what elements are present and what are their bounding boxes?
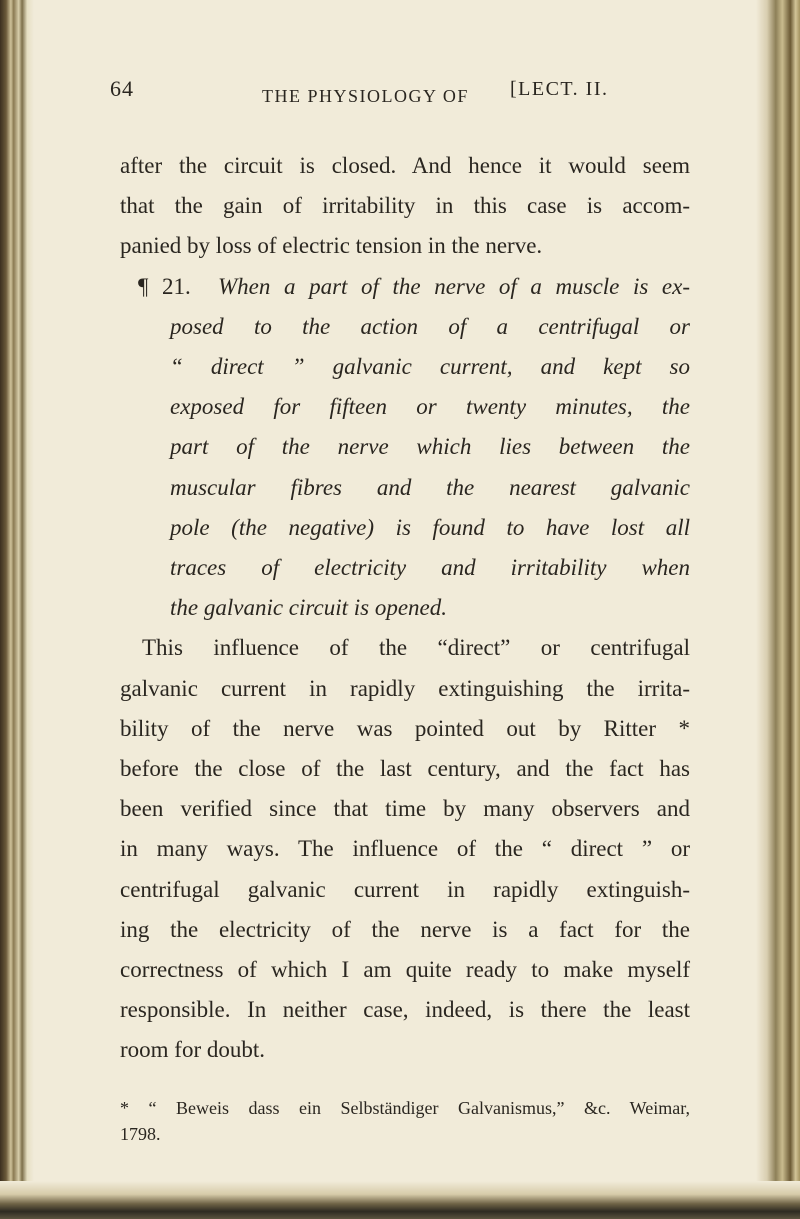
proposition-heading bbox=[120, 267, 690, 307]
text-line: bility of the nerve was pointed out by Ritter * bbox=[120, 715, 690, 741]
proposition-line: the galvanic circuit is opened. bbox=[170, 595, 447, 621]
page-number: 64 bbox=[110, 76, 134, 101]
text-line: ing the electricity of the nerve is a fact for the bbox=[120, 916, 690, 942]
proposition-line: part of the nerve which lies between the bbox=[170, 434, 690, 460]
footnote-line: 1798. bbox=[120, 1124, 161, 1144]
text-line: responsible. In neither case, indeed, is there the least bbox=[120, 997, 690, 1023]
running-header bbox=[110, 76, 710, 116]
lecture-reference: [LECT. II. bbox=[510, 78, 609, 100]
text-line: correctness of which I am quite ready to make myself bbox=[120, 957, 690, 983]
text-line: panied by loss of electric tension in the nerve. bbox=[120, 233, 543, 259]
footnote-line: * “ Beweis dass ein Selbständiger Galvanismus,” &c. Weimar, bbox=[120, 1098, 690, 1118]
proposition-line: exposed for fifteen or twenty minutes, the bbox=[170, 394, 690, 420]
text-line: after the circuit is closed. And hence it would seem bbox=[120, 153, 690, 178]
proposition-line: traces of electricity and irritability when bbox=[170, 555, 690, 581]
proposition-line: muscular fibres and the nearest galvanic bbox=[170, 474, 690, 500]
text-line: centrifugal galvanic current in rapidly extinguish- bbox=[120, 876, 690, 902]
main-text bbox=[120, 146, 690, 1071]
proposition-first-line: When a part of the nerve of a muscle is ex- bbox=[218, 273, 691, 299]
text-line: before the close of the last century, and the fact has bbox=[120, 756, 690, 782]
proposition-line: “ direct ” galvanic current, and kept so bbox=[170, 354, 690, 380]
text-line: been verified since that time by many observers and bbox=[120, 796, 690, 822]
footnote bbox=[120, 1095, 690, 1147]
proposition-line: posed to the action of a centrifugal or bbox=[170, 313, 690, 339]
text-line: galvanic current in rapidly extinguishing the irrita- bbox=[120, 675, 690, 701]
running-title: THE PHYSIOLOGY OF bbox=[262, 86, 469, 106]
text-line: that the gain of irritability in this case is accom- bbox=[120, 193, 690, 219]
paragraph-mark: ¶ 21. bbox=[138, 273, 191, 299]
proposition-line: pole (the negative) is found to have lost all bbox=[170, 514, 690, 540]
text-line: room for doubt. bbox=[120, 1037, 266, 1063]
text-line: This influence of the “direct” or centrifugal bbox=[142, 635, 690, 661]
text-line: in many ways. The influence of the “ direct ” or bbox=[120, 836, 690, 862]
